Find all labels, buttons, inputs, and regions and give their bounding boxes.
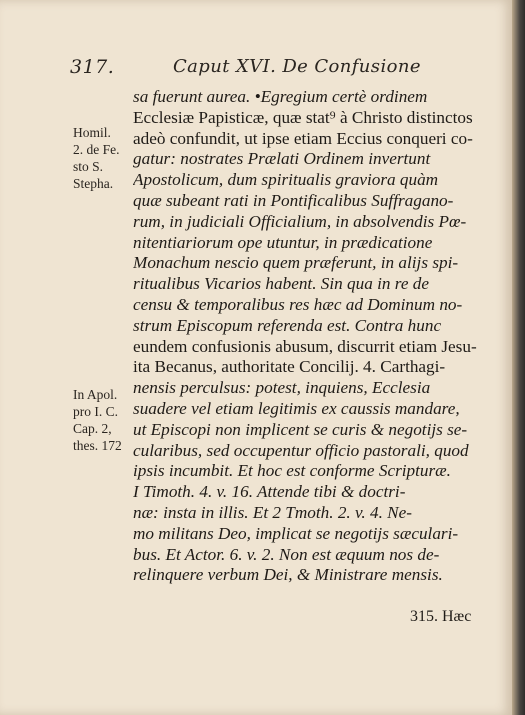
margin-note-line: Cap. 2, xyxy=(73,421,112,436)
text-line: censu & temporalibus res hæc ad Dominum no- xyxy=(133,294,463,314)
text-line: nensis perculsus: potest, inquiens, Ecclesia xyxy=(133,378,431,398)
text-line: strum Episcopum referenda est. Contra hunc xyxy=(133,315,442,335)
margin-note-line: In Apol. xyxy=(73,387,118,402)
text-line: rum, in judiciali Officialium, in absolvendis Pœ- xyxy=(133,211,467,231)
margin-note-line: 2. de Fe. xyxy=(73,142,120,157)
text-line: ita Becanus, authoritate Concilij. 4. Carthagi- xyxy=(133,357,446,377)
margin-note-line: Stepha. xyxy=(73,176,114,191)
margin-note-apology xyxy=(73,386,131,454)
margin-note-line: Homil. xyxy=(73,125,111,140)
text-line: suadere vel etiam legitimis ex caussis mandare, xyxy=(133,398,460,418)
margin-note-line: sto S. xyxy=(73,159,104,174)
text-line: bus. Et Actor. 6. v. 2. Non est æquum nos de- xyxy=(133,544,440,564)
text-line: ut Episcopi non implicent se curis & negotijs se- xyxy=(133,419,468,439)
text-line: adeò confundit, ut ipse etiam Eccius conqueri co- xyxy=(133,128,473,148)
text-line: Ecclesiæ Papisticæ, quæ stat⁹ à Christo distinctos xyxy=(133,107,473,127)
body-text xyxy=(133,87,478,586)
text-line: ritualibus Vicarios habent. Sin qua in re de xyxy=(133,274,429,294)
book-binding-edge xyxy=(512,0,525,715)
margin-note-line: pro I. C. xyxy=(73,404,118,419)
catchword: 315. Hæc xyxy=(410,608,472,625)
margin-note-homily xyxy=(73,124,131,192)
text-line: ipsis incumbit. Et hoc est conforme Scripturæ. xyxy=(133,461,451,481)
text-line: relinquere verbum Dei, & Ministrare mensis. xyxy=(133,565,443,585)
running-title: Caput XVI. De Confusione xyxy=(173,56,421,77)
text-line: sa fuerunt aurea. •Egregium certè ordinem xyxy=(133,87,428,106)
text-line: gatur: nostrates Prælati Ordinem invertunt xyxy=(133,149,431,169)
text-line: mo militans Deo, implicat se negotijs sæculari- xyxy=(133,523,459,543)
text-line: Apostolicum, dum spiritualis graviora quàm xyxy=(133,170,439,190)
text-line: eundem confusionis abusum, discurrit etiam Jesu- xyxy=(133,336,477,356)
text-line: Monachum nescio quem præferunt, in alijs spi- xyxy=(133,253,459,273)
text-line: I Timoth. 4. v. 16. Attende tibi & doctri- xyxy=(133,482,406,502)
text-line: cularibus, sed occupentur officio pastorali, quod xyxy=(133,440,469,460)
text-line: nitentiariorum ope utuntur, in prædicatione xyxy=(133,232,433,252)
text-line: næ: insta in illis. Et 2 Tmoth. 2. v. 4. Ne- xyxy=(133,502,412,522)
page-number: 317. xyxy=(70,56,115,78)
text-line: quæ subeant rati in Pontificalibus Suffragano- xyxy=(133,190,454,210)
page-header xyxy=(70,56,475,80)
margin-note-line: thes. 172 xyxy=(73,438,122,453)
